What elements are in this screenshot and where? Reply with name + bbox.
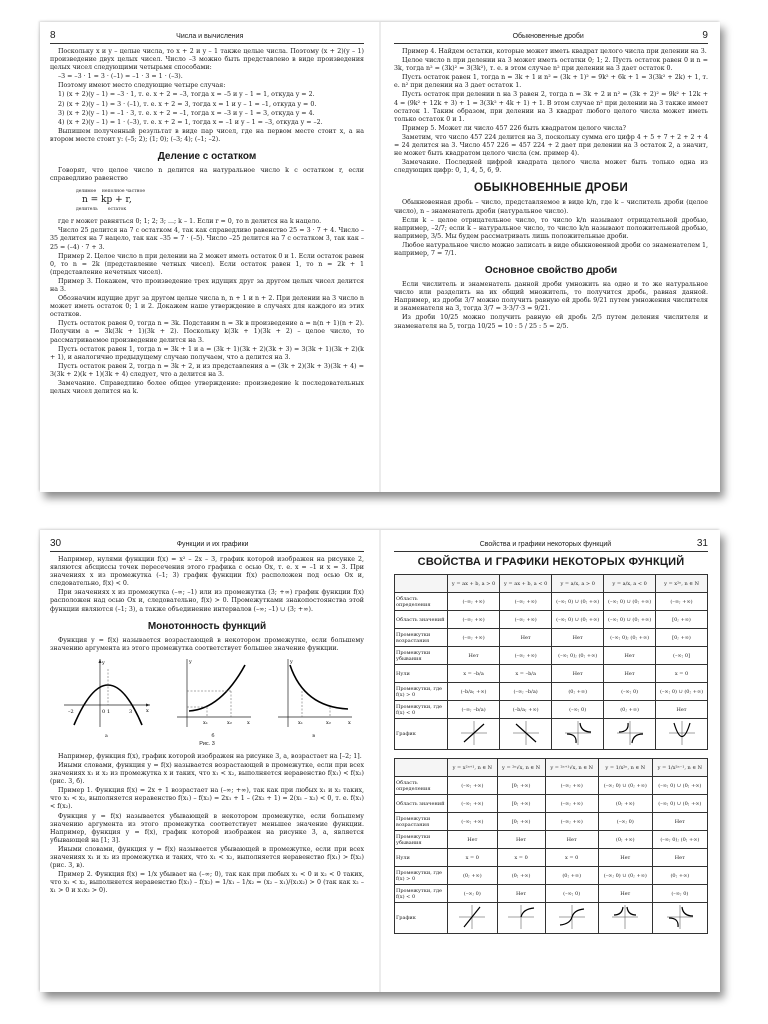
table-cell: (–∞; +∞) <box>500 593 552 611</box>
table-cell: (–∞; 0); (0; +∞) <box>652 831 707 849</box>
subsection-heading: Основное свойство дроби <box>484 265 618 277</box>
svg-text:x₂: x₂ <box>226 719 232 726</box>
table-cell: (–∞; +∞) <box>500 611 552 629</box>
paragraph: 3) (x + 2)(y – 1) = –1 · 3, т. е. x + 2 = –1, тогда x = –3 и y – 1 = 3, откуда y = 4. <box>58 109 315 117</box>
table-cell: (–∞; 0); (0; +∞) <box>604 629 656 647</box>
table-cell: (–∞; +∞) <box>448 795 498 813</box>
paragraph: Например, нулями функции f(x) = x² – 2x – 3, график которой изображен на рисунке 2, являются абсциссы точек пересечения этого графика с осью Ox, т. е. x = –1 и x = 3. При значениях x из промежутка (–1; 3) график функции f(x) расположен под осью Ox и, следовательно, f(x) < 0. <box>50 556 364 588</box>
page-header <box>50 538 364 552</box>
book-spread-top <box>40 22 720 492</box>
row-label: Промежутки убывания <box>395 647 448 665</box>
table-cell: (–∞; 0) ∪ (0; +∞) <box>598 867 652 885</box>
graph-cell <box>500 719 552 750</box>
row-label: Область значений <box>395 611 448 629</box>
table-cell: Нет <box>598 849 652 867</box>
paragraph: Пример 4. Найдем остатки, которые может иметь квадрат целого числа при делении на 3. <box>402 48 707 55</box>
paragraph: Например, функция f(x), график которой изображен на рисунке 3, а, возрастает на [–2; 1]. <box>58 752 362 760</box>
table-cell: (–b/a; +∞) <box>500 701 552 719</box>
function-graph-icon <box>616 720 644 746</box>
paragraph: Из дроби 10/25 можно получить равную ей дробь 2/5 путем деления числителя и знаменателя на 5, тогда 10/25 = 10 : 5 / 25 : 5 = 2/5. <box>394 314 708 330</box>
function-column-header: y = ax + b, a > 0 <box>448 575 500 593</box>
page-8 <box>50 30 364 484</box>
function-graph-icon <box>564 720 592 746</box>
table-cell: (–∞; 0) <box>598 813 652 831</box>
table-cell: (–∞; +∞) <box>545 777 598 795</box>
page-header <box>50 30 364 44</box>
graph-cell <box>598 903 652 934</box>
table-cell: (–∞; –b/a) <box>500 683 552 701</box>
function-graph-icon <box>666 904 694 930</box>
formula-label: неполное частное <box>101 189 145 195</box>
table-corner-cell <box>395 575 448 593</box>
table-cell: [0; +∞) <box>497 777 545 795</box>
paragraph: Пусть остаток равен 2, тогда n = 3k + 2, и из представления a = (3k + 2)(3k + 3)(3k + 4) = 3(3k + 2)(k + 1)(3k + 4) следует, что a делится на 3. <box>50 362 364 378</box>
text-block <box>394 199 708 258</box>
table-cell: (–∞; +∞) <box>545 813 598 831</box>
table-cell: [0; +∞) <box>497 795 545 813</box>
paragraph: Поскольку x и y – целые числа, то x + 2 и y – 1 также целые числа. Поэтому (x + 2)(y – 1) произведение двух целых чисел. Число –3 можно быть представлено в виде произведения целых чисел следующими четырьмя способами: <box>50 48 364 72</box>
figure-3c <box>274 657 354 739</box>
row-label: Промежутки, где f(x) > 0 <box>395 683 448 701</box>
function-column-header: y = x²ⁿ⁺¹, n ∈ N <box>448 759 498 777</box>
paragraph: Если числитель и знаменатель данной дроби умножить на одно и то же натуральное число или разделить на их общий множитель, то получится дробь, равная данной. Например, из дроби 3/7 можно получить равную ей дробь 9/21 путем умножения числителя и знаменателя на 3, тогда 3/7 = 3·3/7·3 = 9/21. <box>394 281 708 313</box>
page-9 <box>394 30 708 484</box>
page-number: 31 <box>696 538 708 549</box>
svg-text:y: y <box>289 658 293 665</box>
figure-3 <box>50 657 364 739</box>
paragraph: Заметим, что число 457 224 делится на 3, поскольку сумма его цифр 4 + 5 + 7 + 2 + 2 + 4 = 24 делится на 3. Число 457 226 = 457 224 + 2 дает при делении на 3 остаток 2, а значит, не может быть квадратом целого числа (см. пример 4). <box>394 133 708 158</box>
figure-label: б <box>211 732 215 739</box>
table-cell: [0; +∞) <box>656 611 708 629</box>
figure-label: в <box>312 732 316 739</box>
table-cell: Нет <box>552 665 604 683</box>
section-heading: Монотонность функций <box>147 620 267 632</box>
paragraph: Пример 2. Целое число n при делении на 2 может иметь остаток 0 и 1. Если остаток равен 0, то n = 2k (представление четных чисел). Если остаток равен 1, то n = 2k + 1 (представление нечетных чисел). <box>50 252 364 276</box>
graph-cell <box>497 903 545 934</box>
running-head: Обыкновенные дроби <box>512 33 584 40</box>
page-header <box>394 538 708 552</box>
table-cell: Нет <box>598 885 652 903</box>
function-column-header: y = 1/x²ⁿ⁻¹, n ∈ N <box>652 759 707 777</box>
row-label: Нули <box>395 665 448 683</box>
formula-label: остаток <box>107 207 127 213</box>
table-header-row <box>395 575 708 593</box>
table-cell: (–∞; +∞) <box>448 777 498 795</box>
function-column-header: y = a/x, a > 0 <box>552 575 604 593</box>
function-column-header: y = ²ⁿ√x, n ∈ N <box>497 759 545 777</box>
table-cell: (0; +∞) <box>448 867 498 885</box>
table-row <box>395 813 708 831</box>
paragraph: Обыкновенная дробь – число, представляемое в виде k/n, где k – числитель дроби (целое число), n – знаменатель дроби (натуральное число). <box>394 199 708 215</box>
table-cell: (0; +∞) <box>497 867 545 885</box>
running-head: Функции и их графики <box>176 541 249 548</box>
table-cell: (0; +∞) <box>552 683 604 701</box>
section-heading: Деление с остатком <box>157 151 257 163</box>
page-31 <box>394 538 708 984</box>
function-graph-icon <box>507 904 535 930</box>
table-cell: Нет <box>497 885 545 903</box>
table-cell: (–∞; 0) <box>448 885 498 903</box>
page-header <box>394 30 708 44</box>
paragraph: Выпишем полученный результат в виде пар чисел, где на первом месте стоит x, а на втором месте стоит y: (–5; 2); (1; 0); (–3; 4); (–1; –2). <box>50 127 364 143</box>
svg-text:x₂: x₂ <box>325 719 331 726</box>
table-cell: (0; +∞) <box>545 867 598 885</box>
function-column-header: y = ²ⁿ⁺¹√x, n ∈ N <box>545 759 598 777</box>
table-cell: Нет <box>652 813 707 831</box>
paragraph: Иными словами, функция y = f(x) называется убывающей в промежутке, если при всех значениях x₁ и x₂ из промежутка и таких, что x₁ < x₂, выполняется неравенство f(x₁) > f(x₂) (рис. 3, в). <box>50 845 364 870</box>
table-cell: Нет <box>448 647 500 665</box>
table-cell: (–∞; 0) ∪ (0; +∞) <box>604 593 656 611</box>
table-row <box>395 701 708 719</box>
book-spread-bottom <box>40 530 720 992</box>
function-column-header: y = x²ⁿ, n ∈ N <box>656 575 708 593</box>
function-properties-table-2 <box>394 758 708 934</box>
row-label: Нули <box>395 849 448 867</box>
paragraph: Число 25 делится на 7 с остатком 4, так как справедливо равенство 25 = 3 · 7 + 4. Число –35 делится на 7 нацело, так как –35 = 7 · (–5). Число –25 делится на 7 с остатком 3, так как –25 = (–4) · 7 + 3. <box>50 227 364 251</box>
table-cell: (–∞; +∞) <box>448 813 498 831</box>
svg-text:y: y <box>102 659 106 666</box>
text-block <box>50 753 364 896</box>
paragraph: Пусть остаток равен 1, тогда n = 3k + 1 и n² = (3k + 1)² = 9k² + 6k + 1 = 3(3k² + 2k) + 1, т. е. n² при делении на 3 дает остаток 1. <box>394 74 708 90</box>
function-column-header: y = ax + b, a < 0 <box>500 575 552 593</box>
figure-caption: Рис. 3 <box>199 740 215 747</box>
svg-text:x₁: x₁ <box>297 719 303 726</box>
formula-label: делимое <box>76 189 97 195</box>
table-cell: (–∞; 0) ∪ (0; +∞) <box>652 795 707 813</box>
table-cell: (0; +∞) <box>652 867 707 885</box>
row-label: Область значений <box>395 795 448 813</box>
page-title: СВОЙСТВА И ГРАФИКИ НЕКОТОРЫХ ФУНКЦИЙ <box>417 556 685 568</box>
graph-cell <box>656 719 708 750</box>
graph-cell <box>448 719 500 750</box>
paragraph: Пусть остаток равен 1, тогда n = 3k + 1 и a = (3k + 1)(3k + 2)(3k + 3) = 3(3k + 1)(3k + 2)(k + 1), и аналогично предыдущему случаю получаем, что a делится на 3. <box>50 345 364 361</box>
division-formula <box>74 187 364 214</box>
table-cell: (–∞; +∞) <box>448 593 500 611</box>
table-cell: Нет <box>545 831 598 849</box>
graph-cell <box>545 903 598 934</box>
row-label: Промежутки убывания <box>395 831 448 849</box>
decreasing-graph-icon <box>274 657 354 729</box>
paragraph: Замечание. Справедливо более общее утверждение: произведение k последовательных целых чисел делится на k. <box>50 380 364 396</box>
table-row <box>395 665 708 683</box>
function-graph-icon <box>458 904 486 930</box>
function-column-header: y = a/x, a < 0 <box>604 575 656 593</box>
paragraph: 4) (x + 2)(y – 1) = 1 · (–3), т. е. x + 2 = 1, тогда x = –1 и y – 1 = –3, откуда y = –2. <box>58 118 323 126</box>
table-cell: (–∞; +∞) <box>448 629 500 647</box>
table-cell: Нет <box>656 701 708 719</box>
paragraph: Пример 5. Может ли число 457 226 быть квадратом целого числа? <box>402 124 627 132</box>
function-graph-icon <box>611 904 639 930</box>
paragraph: Пример 3. Покажем, что произведение трех идущих друг за другом целых чисел делится на 3. <box>50 277 364 293</box>
row-label: Промежутки возрастания <box>395 813 448 831</box>
figure-3a <box>60 657 152 739</box>
text-block <box>50 637 364 653</box>
text-block <box>50 218 364 396</box>
function-properties-table-1 <box>394 574 708 750</box>
running-head: Свойства и графики некоторых функций <box>479 541 612 548</box>
table-cell: Нет <box>497 831 545 849</box>
page-30 <box>50 538 364 984</box>
table-cell: [0; +∞) <box>497 813 545 831</box>
paragraph: Замечание. Последней цифрой квадрата целого числа может быть только одна из следующих цифр: 0, 1, 4, 5, 6, 9. <box>394 159 708 175</box>
paragraph: Целое число n при делении на 3 может иметь остатки 0; 1; 2. Пусть остаток равен 0 и n = 3k, тогда n² = (3k)² = 3(3k²), т. е. в этом случае n² при делении на 3 дает остаток 0. <box>394 57 708 73</box>
page-number: 8 <box>50 30 56 41</box>
table-cell: (–b/a; +∞) <box>448 683 500 701</box>
table-cell: Нет <box>552 629 604 647</box>
table-cell: Нет <box>652 849 707 867</box>
paragraph: –3 = –3 · 1 = 3 · (–1) = –1 · 3 = 1 · (–3). <box>58 73 183 81</box>
text-block <box>50 556 364 614</box>
paragraph: Обозначим идущие друг за другом целые числа n, n + 1 и n + 2. При делении на 3 число n может иметь остаток 0; 1 и 2. Докажем наше утверждение в случаях для каждого из этих остатков. <box>50 295 364 319</box>
table-cell: (0; +∞) <box>604 701 656 719</box>
paragraph: 1) (x + 2)(y – 1) = –3 · 1, т. е. x + 2 = –3, тогда x = –5 и y – 1 = 1, откуда y = 2. <box>58 91 315 99</box>
function-graph-icon <box>558 904 586 930</box>
svg-text:0: 0 <box>102 708 106 715</box>
text-block <box>394 48 708 175</box>
table-row <box>395 629 708 647</box>
graph-cell <box>604 719 656 750</box>
figure-3b <box>173 657 253 739</box>
svg-text:1: 1 <box>107 708 111 715</box>
function-graph-icon <box>512 720 540 746</box>
graph-cell <box>448 903 498 934</box>
table-row <box>395 885 708 903</box>
formula-label: делитель <box>76 207 98 213</box>
text-block <box>394 281 708 331</box>
table-cell: (–∞; 0) ∪ (0; +∞) <box>656 683 708 701</box>
paragraph: Функция y = f(x) называется убывающей в некотором промежутке, если большему значению аргумента из этого промежутка соответствует меньшее значение функции. Например, функция y = f(x), график которой изображен на рисунке 3, а, является убывающей на [1; 3]. <box>50 812 364 844</box>
paragraph: Пример 2. Функция f(x) = 1/x убывает на (–∞; 0), так как при любых x₁ < 0 и x₂ < 0 таких, что x₁ < x₂, выполняется неравенство f(x₁) – f(x₂) = 1/x₁ – 1/x₂ = (x₂ – x₁)/(x₁x₂) > 0 (так как x₂ – x₁ > 0 и x₁x₂ > 0). <box>50 871 364 895</box>
table-cell: (–∞; 0) <box>545 885 598 903</box>
table-corner-cell <box>395 759 448 777</box>
paragraph: Поэтому имеют место следующие четыре случая: <box>58 82 226 90</box>
paragraph: Пусть остаток при делении n на 3 равен 2, тогда n = 3k + 2 и n² = (3k + 2)² = 9k² + 12k + 4 = (9k² + 12k + 3) + 1 = 3(3k² + 4k + 1) + 1. В этом случае n² при делении на 3 также имеет остаток 1. Таким образом, при делении на 3 квадрат любого целого числа может иметь только остаток 0 и 1. <box>394 91 708 123</box>
table-cell: (–∞; 0] <box>656 647 708 665</box>
paragraph: где r может равняться 0; 1; 2; 3; ...; k – 1. Если r = 0, то n делится на k нацело. <box>58 218 322 226</box>
table-cell: Нет <box>604 665 656 683</box>
table-cell: (–∞; 0) <box>604 683 656 701</box>
row-label: Промежутки возрастания <box>395 629 448 647</box>
table-row <box>395 795 708 813</box>
table-cell: Нет <box>448 831 498 849</box>
table-cell: (–∞; 0) ∪ (0; +∞) <box>598 777 652 795</box>
row-label: График <box>395 719 448 750</box>
table-cell: (–∞; +∞) <box>656 593 708 611</box>
function-graph-icon <box>668 720 696 746</box>
table-cell: x = –b/a <box>500 665 552 683</box>
table-cell: (–∞; 0) <box>652 885 707 903</box>
row-label: Область определения <box>395 593 448 611</box>
paragraph: Если k – целое отрицательное число, то число k/n называют отрицательной дробью, например, –2/7; если k – натуральное число, то число k/n называют положительной дробью, например, 3/5. Мы будем рассматривать лишь положительные дроби. <box>394 216 708 240</box>
paragraph: Функция y = f(x) называется возрастающей в некотором промежутке, если большему значению аргумента из этого промежутка соответствует большее значение функции. <box>50 636 364 652</box>
parabola-graph-icon <box>60 657 152 729</box>
svg-text:x: x <box>146 707 150 714</box>
table-cell: x = 0 <box>497 849 545 867</box>
svg-text:x₁: x₁ <box>202 719 208 726</box>
svg-text:y: y <box>188 658 192 665</box>
paragraph: Любое натуральное число можно записать в виде обыкновенной дроби со знаменателем 1, например, 7 = 7/1. <box>394 241 708 257</box>
text-block <box>50 48 364 144</box>
function-graph-icon <box>460 720 488 746</box>
table-row <box>395 831 708 849</box>
table-cell: (–∞; 0) ∪ (0; +∞) <box>604 611 656 629</box>
graph-cell <box>652 903 707 934</box>
table-cell: x = 0 <box>448 849 498 867</box>
paragraph: Иными словами, функция y = f(x) называется возрастающей в промежутке, если при всех значениях x₁ и x₂ из промежутка x и таких, что x₁ < x₂, выполняется неравенство f(x₁) < f(x₂) (рис. 3, б). <box>50 761 364 786</box>
table-cell: (–∞; 0) ∪ (0; +∞) <box>552 593 604 611</box>
table-cell: x = –b/a <box>448 665 500 683</box>
table-cell: (–∞; +∞) <box>448 611 500 629</box>
paragraph: 2) (x + 2)(y – 1) = 3 · (–1), т. е. x + 2 = 3, тогда x = 1 и y – 1 = –1, откуда y = 0. <box>58 100 317 108</box>
table-cell: (–∞; 0) <box>552 701 604 719</box>
table-row <box>395 611 708 629</box>
table-cell: (–∞; +∞) <box>545 795 598 813</box>
row-label: Промежутки, где f(x) < 0 <box>395 885 448 903</box>
table-row <box>395 849 708 867</box>
row-label: График <box>395 903 448 934</box>
row-label: Промежутки, где f(x) < 0 <box>395 701 448 719</box>
text-block <box>50 167 364 183</box>
table-row <box>395 777 708 795</box>
running-head: Числа и вычисления <box>176 33 244 40</box>
table-cell: (–∞; +∞) <box>500 647 552 665</box>
section-heading: ОБЫКНОВЕННЫЕ ДРОБИ <box>473 182 629 195</box>
table-cell: (0; +∞) <box>598 831 652 849</box>
paragraph: Говорят, что целое число n делится на натуральное число k с остатком r, если справедливо равенство <box>50 167 364 183</box>
svg-text:x: x <box>347 719 351 726</box>
svg-text:x: x <box>246 719 250 726</box>
paragraph: При значениях x из промежутка (–∞; –1) или из промежутка (3; +∞) график функции f(x) расположен над осью Ox и, следовательно, f(x) > 0. Промежутками знакопостоянства этой функции являются (–1; 3), а также объединение интервалов (–∞; –1) ∪ (3; +∞). <box>50 589 364 613</box>
table-cell: Нет <box>500 629 552 647</box>
table-cell: (0; +∞) <box>598 795 652 813</box>
table-row-graphs <box>395 719 708 750</box>
paragraph: Пусть остаток равен 0, тогда n = 3k. Подставим n = 3k в произведение a = n(n + 1)(n + 2). Получим a = 3k(3k + 1)(3k + 2). Поскольку k(3k + 1)(3k + 2) – целое число, то рассматриваемое произведение делится на 3. <box>50 320 364 344</box>
function-column-header: y = 1/x²ⁿ, n ∈ N <box>598 759 652 777</box>
page-number: 30 <box>50 538 62 549</box>
table-row <box>395 593 708 611</box>
row-label: Область определения <box>395 777 448 795</box>
formula-text: n = kp + r, <box>82 195 132 206</box>
table-row <box>395 683 708 701</box>
table-cell: (–∞; 0) ∪ (0; +∞) <box>552 611 604 629</box>
table-cell: (–∞; –b/a) <box>448 701 500 719</box>
svg-text:–2: –2 <box>68 708 75 715</box>
table-cell: Нет <box>604 647 656 665</box>
paragraph: Пример 1. Функция f(x) = 2x + 1 возрастает на (–∞; +∞), так как при любых x₁ и x₂ таких, что x₁ < x₂, выполняется неравенство f(x₁) – f(x₂) = 2x₁ + 1 – (2x₂ + 1) = 2(x₁ – x₂) < 0, т. е. f(x₁) < f(x₂). <box>50 787 364 811</box>
figure-label: а <box>104 732 108 739</box>
page-number: 9 <box>702 30 708 41</box>
table-row <box>395 647 708 665</box>
table-cell: [0; +∞) <box>656 629 708 647</box>
table-row-graphs <box>395 903 708 934</box>
table-header-row <box>395 759 708 777</box>
graph-cell <box>552 719 604 750</box>
table-cell: x = 0 <box>656 665 708 683</box>
svg-text:3: 3 <box>129 708 133 715</box>
table-cell: x = 0 <box>545 849 598 867</box>
increasing-graph-icon <box>173 657 253 729</box>
table-row <box>395 867 708 885</box>
table-cell: (–∞; 0); (0; +∞) <box>552 647 604 665</box>
row-label: Промежутки, где f(x) > 0 <box>395 867 448 885</box>
table-cell: (–∞; 0) ∪ (0; +∞) <box>652 777 707 795</box>
